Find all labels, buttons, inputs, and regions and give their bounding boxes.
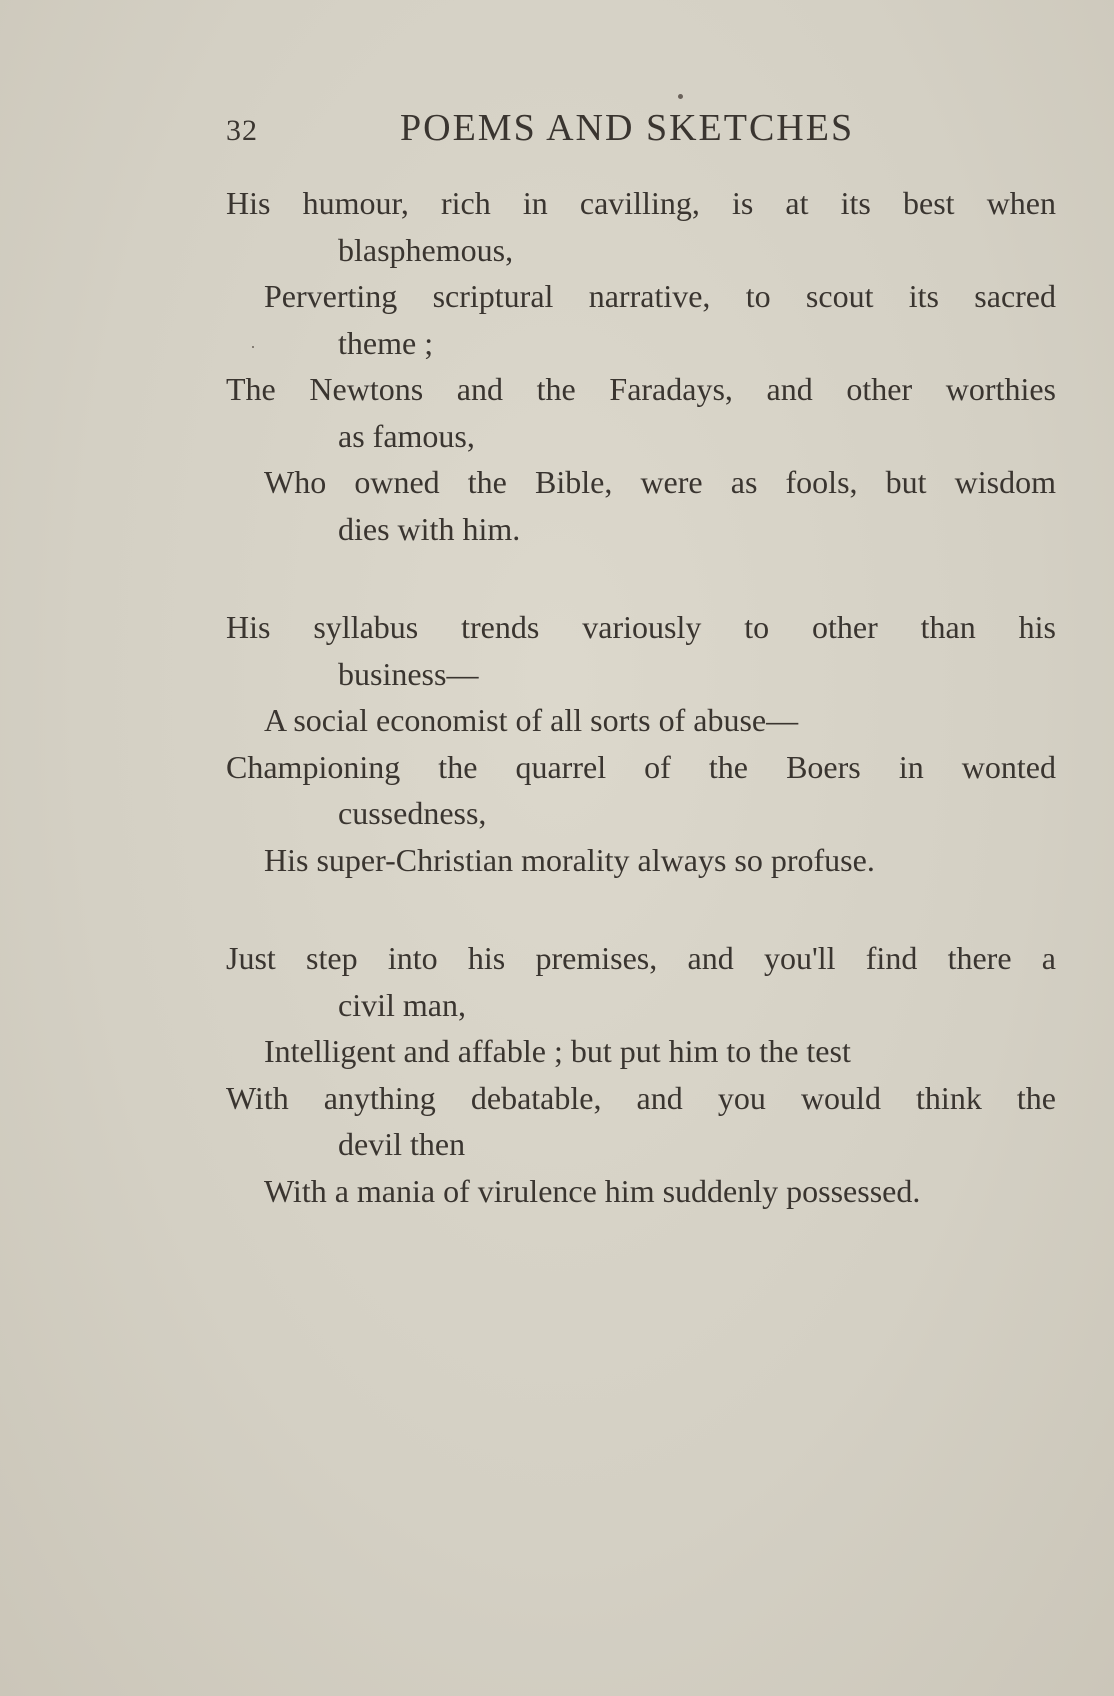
verse-line-text: Championing the quarrel of the Boers in wonted	[226, 748, 1056, 785]
verse-line	[226, 697, 1056, 744]
verse-line-text: With a mania of virulence him suddenly possessed.	[264, 1172, 921, 1209]
verse-line-text: Just step into his premises, and you'll find there a	[226, 940, 1056, 976]
verse-line	[226, 1168, 1056, 1215]
poem-body	[226, 180, 1056, 1266]
verse-line-text: His super-Christian morality always so profuse.	[264, 841, 875, 878]
verse-line	[226, 604, 1056, 697]
page-header	[0, 100, 1114, 160]
ink-speck	[678, 94, 683, 99]
verse-line-text: Perverting scriptural narrative, to scout its sacred	[264, 278, 1056, 314]
verse-line-text: Intelligent and affable ; but put him to the test	[264, 1033, 851, 1069]
verse-line-text: His humour, rich in cavilling, is at its best when	[226, 185, 1056, 221]
verse-line-text: With anything debatable, and you would think the	[226, 1079, 1056, 1116]
verse-line	[226, 744, 1056, 837]
verse-line-text: His syllabus trends variously to other than his	[226, 609, 1056, 645]
verse-line	[226, 1075, 1056, 1168]
verse-line	[226, 366, 1056, 459]
verse-line-continuation: civil man,	[338, 986, 466, 1023]
verse-line-continuation: theme ;	[338, 324, 434, 361]
verse-line-continuation: as famous,	[338, 417, 475, 454]
verse-line-continuation: blasphemous,	[338, 231, 514, 268]
verse-line-continuation: devil then	[338, 1126, 466, 1162]
verse-line	[226, 935, 1056, 1028]
verse-line	[226, 180, 1056, 273]
verse-line	[226, 1028, 1056, 1075]
verse-line-text: Who owned the Bible, were as fools, but wisdom	[264, 464, 1056, 500]
verse-line	[226, 273, 1056, 366]
stanza-2	[226, 604, 1056, 883]
verse-line	[226, 837, 1056, 884]
verse-line-text: The Newtons and the Faradays, and other worthies	[226, 371, 1056, 407]
verse-line-text: A social economist of all sorts of abuse—	[264, 702, 799, 738]
ink-speck	[252, 346, 254, 348]
running-title: POEMS AND SKETCHES	[400, 107, 855, 149]
stanza-1	[226, 180, 1056, 552]
stanza-3	[226, 935, 1056, 1214]
verse-line-continuation: business—	[338, 655, 479, 692]
verse-line-continuation: cussedness,	[338, 795, 487, 831]
verse-line	[226, 459, 1056, 552]
verse-line-continuation: dies with him.	[338, 510, 521, 547]
page-number: 32	[226, 114, 258, 147]
